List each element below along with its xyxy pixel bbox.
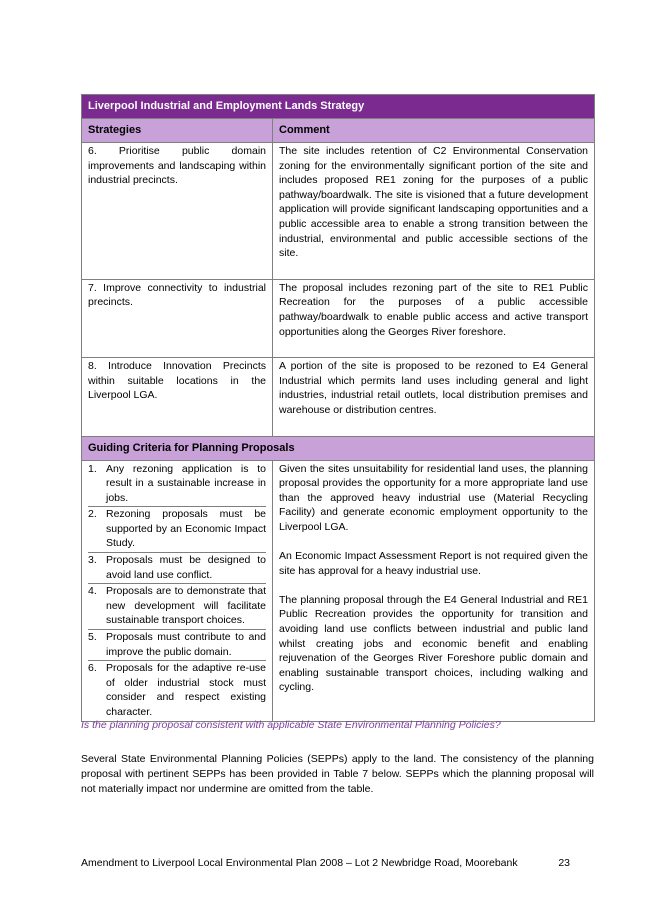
list-item bbox=[88, 462, 266, 507]
criteria-text: Proposals for the adaptive re-use of older industrial stock must consider and respect existing character. bbox=[106, 662, 266, 718]
criteria-number: 4. bbox=[88, 584, 106, 630]
comment-cell bbox=[273, 279, 595, 357]
criteria-text: Proposals must contribute to and improve the public domain. bbox=[106, 630, 266, 661]
criteria-number: 6. bbox=[88, 662, 97, 675]
list-item bbox=[88, 507, 266, 553]
list-item bbox=[88, 584, 266, 630]
criteria-comment-paragraph: The planning proposal through the E4 General Industrial and RE1 Public Recreation provides the opportunity for transition and avoiding land use conflicts between industrial and public land whilst creating jobs and economic benefit and enabling rejuvenation of the Georges River Foreshore public domain and enabling sustainable transport choices, including walking and cycling. bbox=[279, 593, 588, 694]
comment-text: A portion of the site is proposed to be rezoned to E4 General Industrial which permits land uses including general and light industries, industrial retail outlets, local distribution premises and warehouse or distribution centres. bbox=[279, 360, 588, 416]
list-item bbox=[88, 630, 266, 661]
criteria-number: 1. bbox=[88, 462, 106, 507]
column-header-strategies: Strategies bbox=[82, 119, 273, 143]
page-footer bbox=[81, 857, 594, 869]
criteria-number: 5. bbox=[88, 630, 106, 661]
criteria-comment-paragraph: Given the sites unsuitability for residential land uses, the planning proposal provides the opportunity for a more appropriate land use than the approved heavy industrial use (Material Recycling Facility) and generate economic employment opportunity to the Liverpool LGA. bbox=[279, 462, 588, 533]
criteria-comment-paragraph: An Economic Impact Assessment Report is not required given the site has approval for a heavy industrial use. bbox=[279, 550, 588, 577]
list-item bbox=[88, 661, 266, 721]
criteria-number: 2. bbox=[88, 507, 106, 553]
strategy-table bbox=[81, 94, 595, 722]
criteria-text: Rezoning proposals must be supported by an Economic Impact Study. bbox=[106, 507, 266, 553]
comment-text: The site includes retention of C2 Environmental Conservation zoning for the environmentally significant portion of the site and includes proposed RE1 zoning for the purposes of a public pathway/boardwalk. The site is visioned that a future development application will provide significant landscaping opportunities and a public accessible area to enable a strong transition between the industrial, environmental and public accessible sections of the site. bbox=[279, 145, 588, 260]
section-question: Is the planning proposal consistent with applicable State Environmental Planning Policies? bbox=[81, 719, 501, 731]
footer-title: Amendment to Liverpool Local Environmental Plan 2008 – Lot 2 Newbridge Road, Moorebank bbox=[81, 857, 518, 869]
table-row bbox=[82, 460, 595, 721]
comment-cell bbox=[273, 358, 595, 436]
list-item bbox=[88, 553, 266, 584]
strategy-cell: 8. Introduce Innovation Precincts within suitable locations in the Liverpool LGA. bbox=[82, 358, 273, 436]
strategy-cell: 6. Prioritise public domain improvements and landscaping within industrial precincts. bbox=[82, 143, 273, 280]
column-header-comment: Comment bbox=[273, 119, 595, 143]
comment-cell bbox=[273, 143, 595, 280]
page-number: 23 bbox=[558, 857, 570, 869]
criteria-text: Proposals are to demonstrate that new development will facilitate sustainable transport choices. bbox=[106, 584, 266, 630]
table-row bbox=[82, 358, 595, 436]
table-row bbox=[82, 143, 595, 280]
criteria-comment-cell bbox=[273, 460, 595, 721]
table-row bbox=[82, 279, 595, 357]
criteria-text: Proposals must be designed to avoid land use conflict. bbox=[106, 553, 266, 584]
table-title: Liverpool Industrial and Employment Lands Strategy bbox=[82, 95, 595, 119]
criteria-list-cell bbox=[82, 460, 273, 721]
comment-text: The proposal includes rezoning part of the site to RE1 Public Recreation for the purposes of a public accessible pathway/boardwalk to enable public access and active transport opportunities along the Georges River foreshore. bbox=[279, 281, 588, 338]
criteria-list bbox=[88, 462, 266, 721]
criteria-text: Any rezoning application is to result in a sustainable increase in jobs. bbox=[106, 462, 266, 507]
strategy-cell: 7. Improve connectivity to industrial precincts. bbox=[82, 279, 273, 357]
body-paragraph: Several State Environmental Planning Policies (SEPPs) apply to the land. The consistency of the planning proposal with pertinent SEPPs has been provided in Table 7 below. SEPPs which the planning proposal will not materially impact nor undermine are omitted from the table. bbox=[81, 753, 594, 795]
criteria-header: Guiding Criteria for Planning Proposals bbox=[82, 436, 595, 460]
criteria-number: 3. bbox=[88, 553, 106, 584]
